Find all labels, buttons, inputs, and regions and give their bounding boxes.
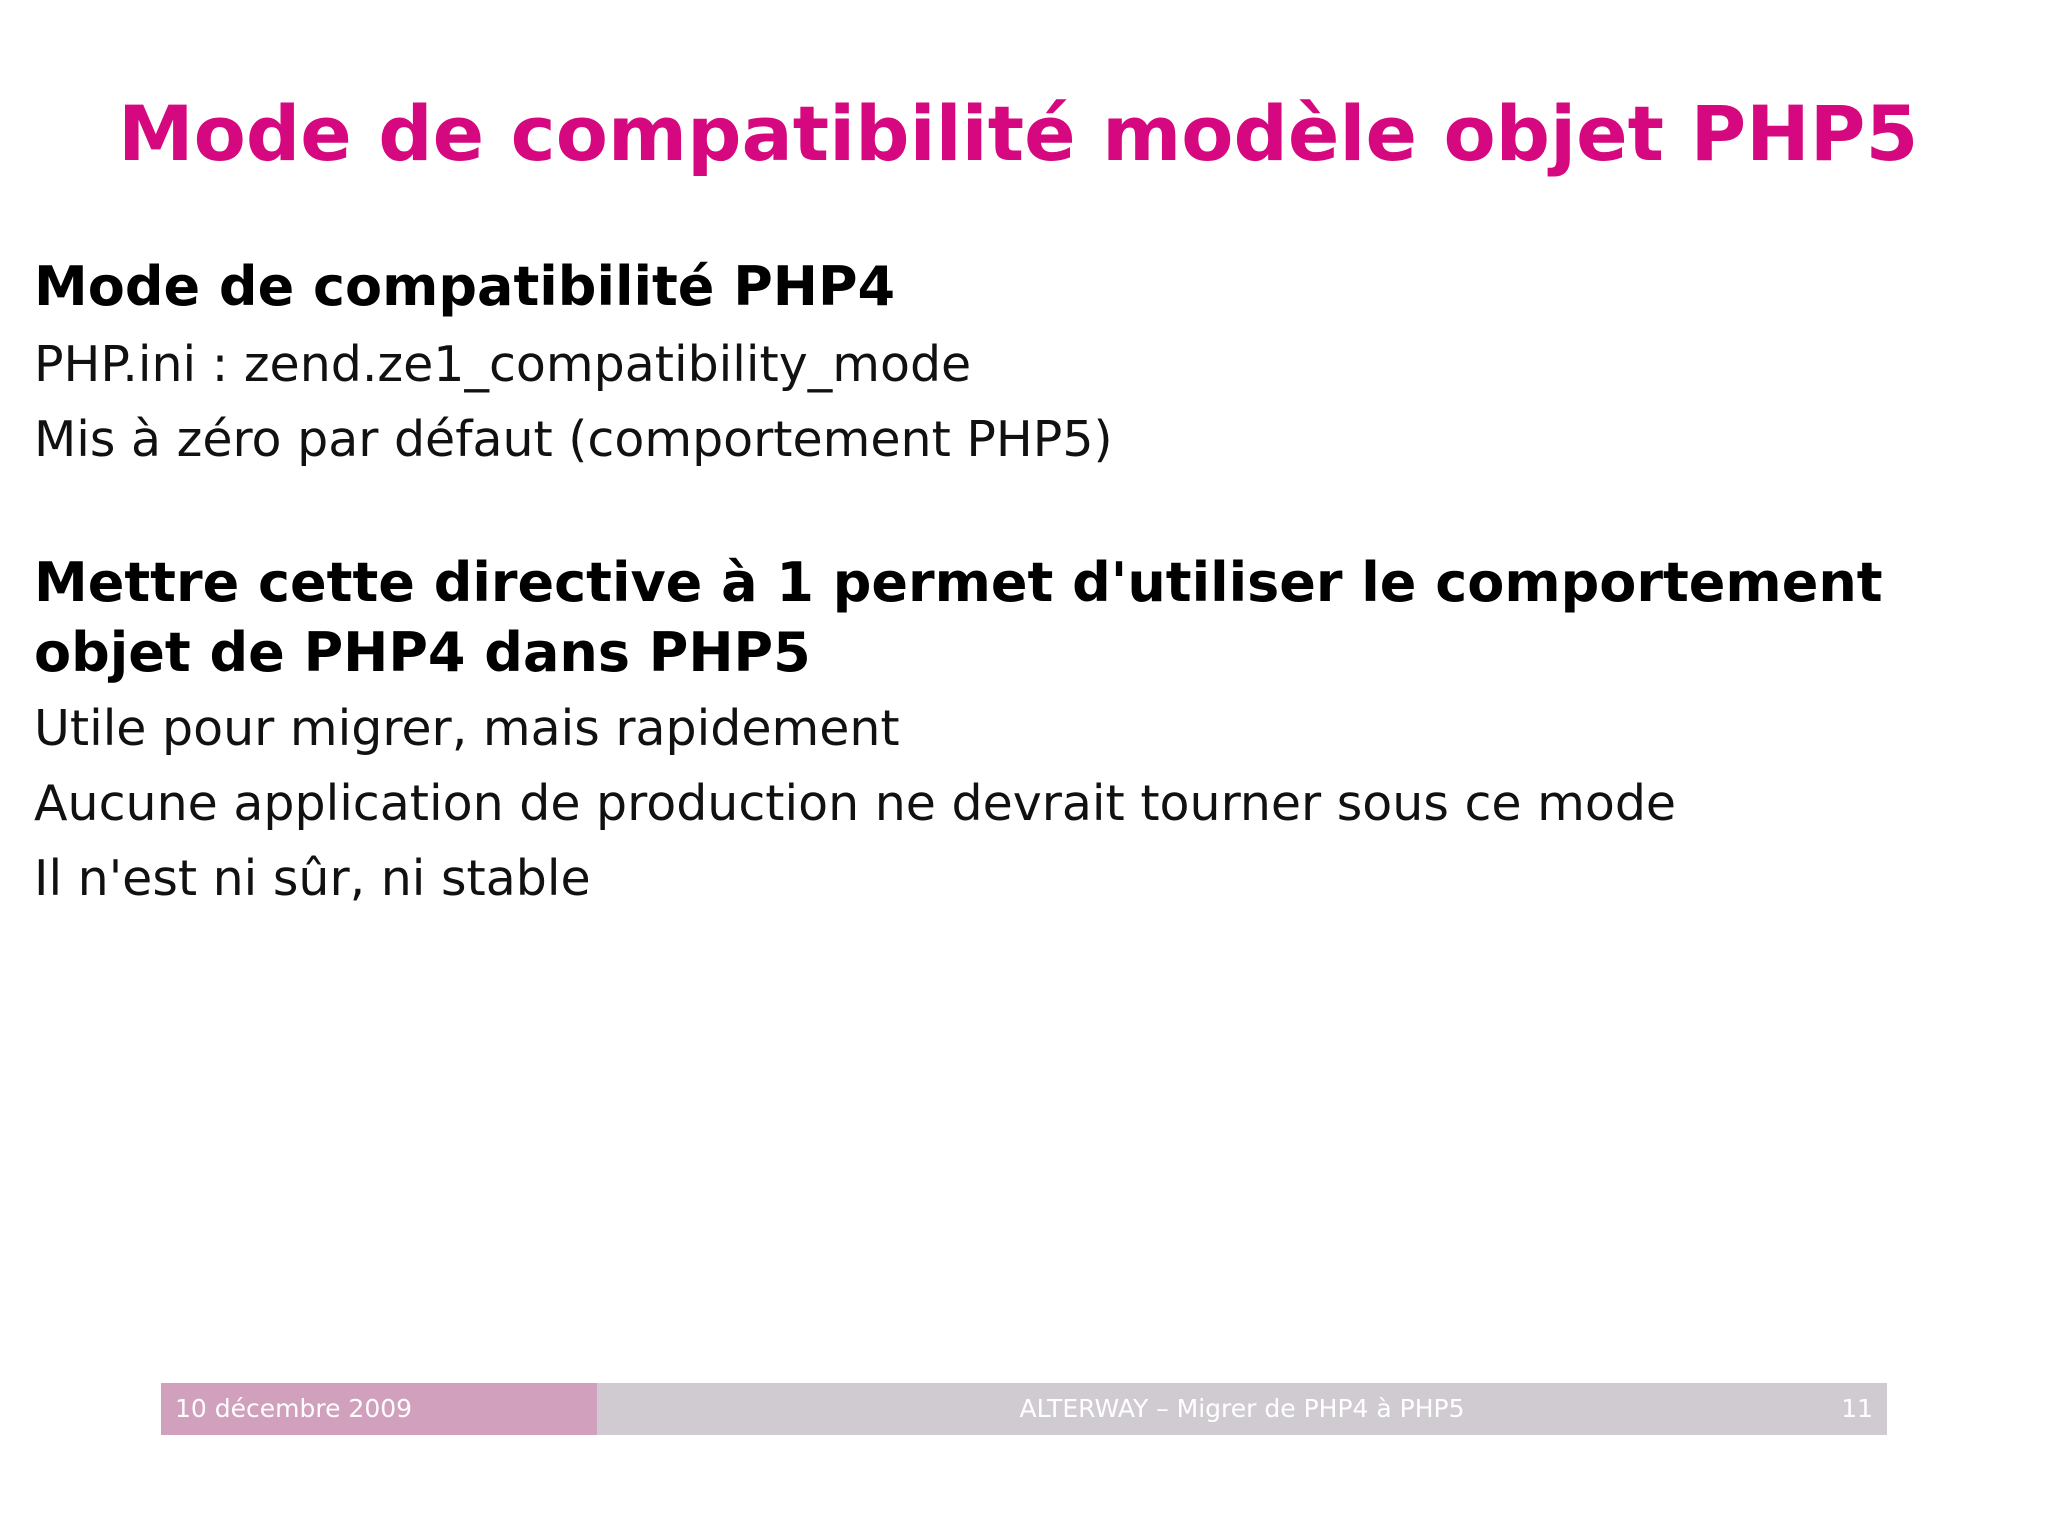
bullet-line: Aucune application de production ne devrait tourner sous ce mode <box>34 775 1677 832</box>
page-number: 11 <box>1841 1394 1873 1423</box>
footer-date: 10 décembre 2009 <box>161 1383 597 1435</box>
bullet-line: Il n'est ni sûr, ni stable <box>34 850 591 907</box>
footer-bar <box>597 1383 1887 1435</box>
footer-title: ALTERWAY – Migrer de PHP4 à PHP5 <box>1019 1394 1465 1423</box>
bullet-line: PHP.ini : zend.ze1_compatibility_mode <box>34 336 972 393</box>
bullet-line: Utile pour migrer, mais rapidement <box>34 700 900 757</box>
section-heading: Mettre cette directive à 1 permet d'utiliser le comportement <box>34 551 1883 614</box>
section-heading: objet de PHP4 dans PHP5 <box>34 621 811 684</box>
slide-footer <box>161 1383 1887 1435</box>
section-heading: Mode de compatibilité PHP4 <box>34 255 896 318</box>
slide-title: Mode de compatibilité modèle objet PHP5 <box>118 89 1919 178</box>
bullet-line: Mis à zéro par défaut (comportement PHP5) <box>34 411 1113 468</box>
